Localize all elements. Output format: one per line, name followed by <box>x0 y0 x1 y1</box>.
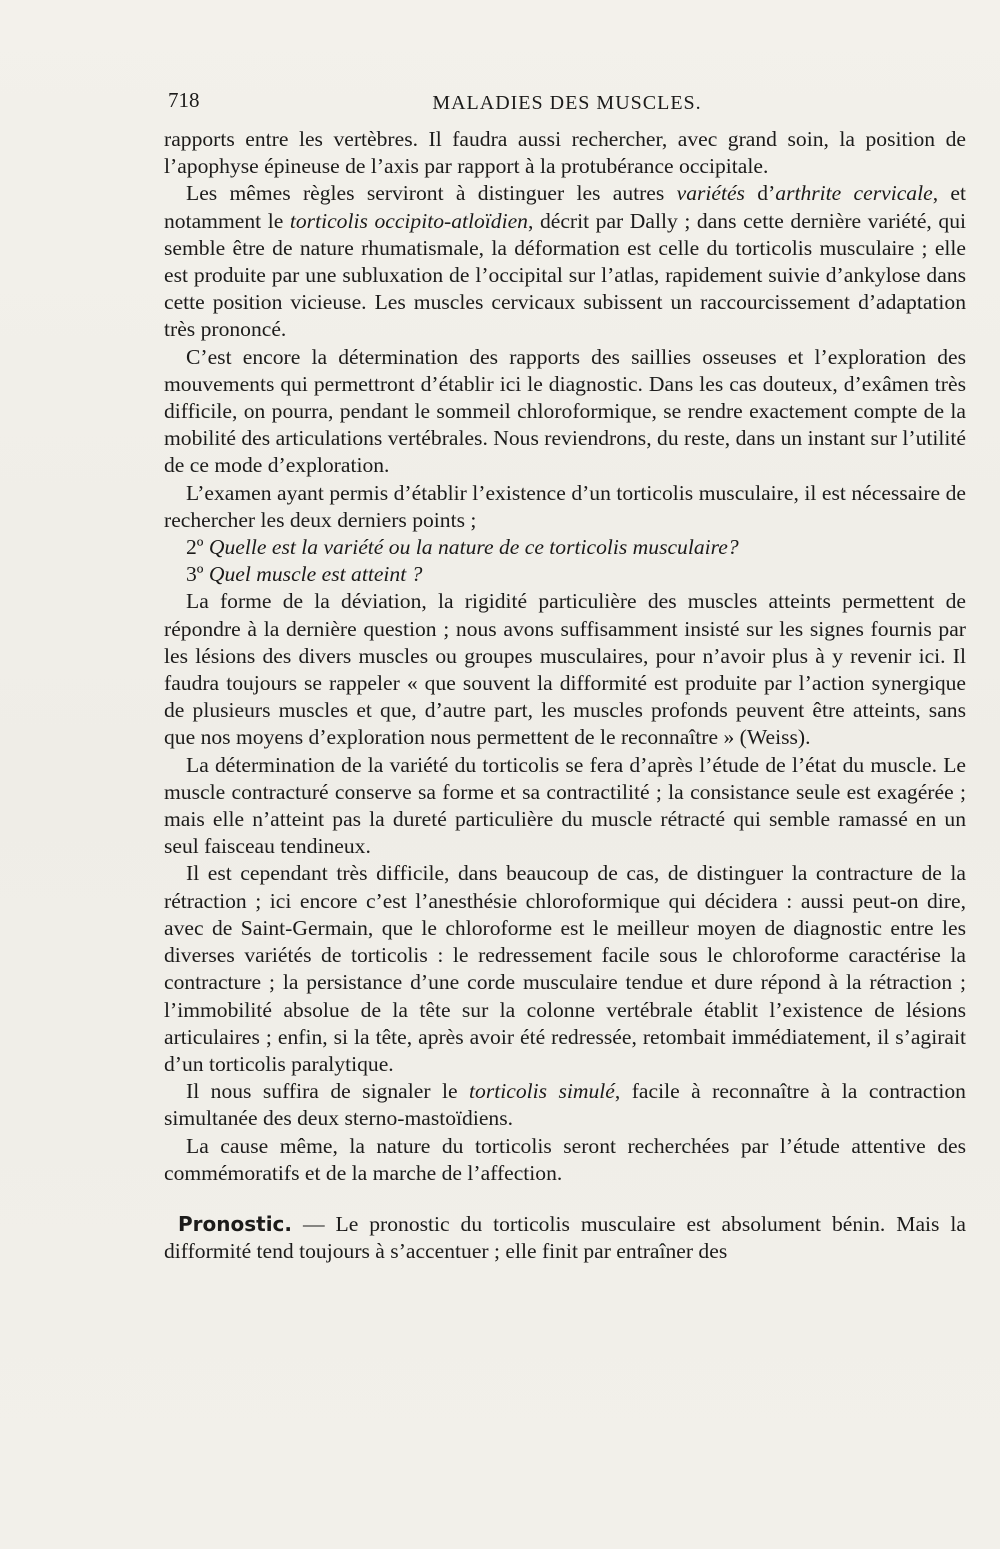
paragraph-pronostic <box>164 1211 966 1265</box>
paragraph-variete: La détermination de la variété du torticolis se fera d’après l’étude de l’état du muscle. Le muscle contracturé conserve sa forme et sa contractilité ; la consistance seule est exagérée ; mais elle n’atteint pas la dureté particulière du muscle rétracté qui semble ramassé en un seul faisceau tendineux. <box>164 752 966 859</box>
question-2 <box>164 534 966 561</box>
paragraph-arthrite-cervicale <box>164 180 966 343</box>
question-number: 2º <box>186 535 209 560</box>
page-header <box>168 88 966 118</box>
text-run: — Le pronostic du torticolis musculaire est absolument bénin. Mais la difformité tend toujours à s’accentuer ; elle finit par entraîner des <box>164 1211 966 1264</box>
running-title: MALADIES DES MUSCLES. <box>432 92 702 114</box>
italic-term: torticolis occipito-atloïdien <box>289 208 528 233</box>
italic-term: arthrite cervicale <box>775 181 933 206</box>
text-run: , décrit par Dally ; dans cette dernière variété, qui semble être de nature rhumatismale, la déformation est celle du torticolis musculaire ; elle est produite par une subluxation de l’occipital sur l’atlas, rapidement suivie d’ankylose dans cette position vicieuse. Les muscles cervicaux subissent un raccourcissement d’adaptation très prononcé. <box>164 208 966 342</box>
paragraph-simule <box>164 1078 966 1132</box>
question-3 <box>164 561 966 588</box>
paragraph-continuation: rapports entre les vertèbres. Il faudra aussi rechercher, avec grand soin, la position de l’apophyse épineuse de l’axis par rapport à la protubérance occipitale. <box>164 127 966 179</box>
body-text <box>164 126 966 1265</box>
question-text: Quelle est la variété ou la nature de ce torticolis musculaire? <box>208 535 739 560</box>
page-number: 718 <box>168 88 200 112</box>
text-run: , facile à reconnaître à la contraction simultanée des deux sterno-mastoïdiens. <box>164 1079 966 1131</box>
text-run: d’ <box>744 181 776 206</box>
paragraph-cause: La cause même, la nature du torticolis seront recherchées par l’étude attentive des commémoratifs et de la marche de l’affection. <box>164 1133 966 1185</box>
italic-term: torticolis simulé <box>469 1079 615 1104</box>
text-run: Il nous suffira de signaler le <box>186 1079 470 1104</box>
text-run: Les mêmes règles serviront à distinguer les autres <box>186 181 677 206</box>
paragraph-chloroforme: Il est cependant très difficile, dans beaucoup de cas, de distinguer la contracture de la rétraction ; ici encore c’est l’anesthésie chloroformique qui décidera : aussi peut-on dire, avec de Saint-Germain, que le chloroforme est le meilleur moyen de diagnostic entre les diverses variétés de torticolis : le redressement facile sous le chloroforme caractérise la contracture ; la persistance d’une corde musculaire tendue et dure répond à la rétraction ; l’immobilité absolue de la tête sur la colonne vertébrale établit l’existence de lésions articulaires ; enfin, si la tête, après avoir été redressée, retombait immédiatement, il s’agirait d’un torticolis paralytique. <box>164 861 966 1076</box>
question-text: Quel muscle est atteint ? <box>208 562 423 587</box>
paragraph-examen: L’examen ayant permis d’établir l’existence d’un torticolis musculaire, il est nécessaire de rechercher les deux derniers points ; <box>164 480 966 532</box>
paragraph-exploration: C’est encore la détermination des rapports des saillies osseuses et l’exploration des mouvements qui permettront d’établir ici le diagnostic. Dans les cas douteux, d’exâmen très difficile, on pourra, pendant le sommeil chloroformique, se rendre exactement compte de la mobilité des articulations vertébrales. Nous reviendrons, du reste, dans un instant sur l’utilité de ce mode d’exploration. <box>164 344 966 478</box>
italic-term: variétés <box>676 181 745 206</box>
paragraph-deviation: La forme de la déviation, la rigidité particulière des muscles atteints permettent de répondre à la dernière question ; nous avons suffisamment insisté sur les signes fournis par les lésions des divers muscles ou groupes musculaires, pour n’avoir plus à y revenir ici. Il faudra toujours se rappeler « que souvent la difformité est produite par l’action synergique de plusieurs muscles et que, d’autre part, les muscles profonds peuvent être atteints, sans que nos moyens d’exploration nous permettent de le reconnaître » (Weiss). <box>164 589 966 750</box>
text-run: , et notamment le <box>164 181 966 233</box>
question-number: 3º <box>186 562 209 587</box>
section-heading: Pronostic. <box>178 1211 293 1236</box>
